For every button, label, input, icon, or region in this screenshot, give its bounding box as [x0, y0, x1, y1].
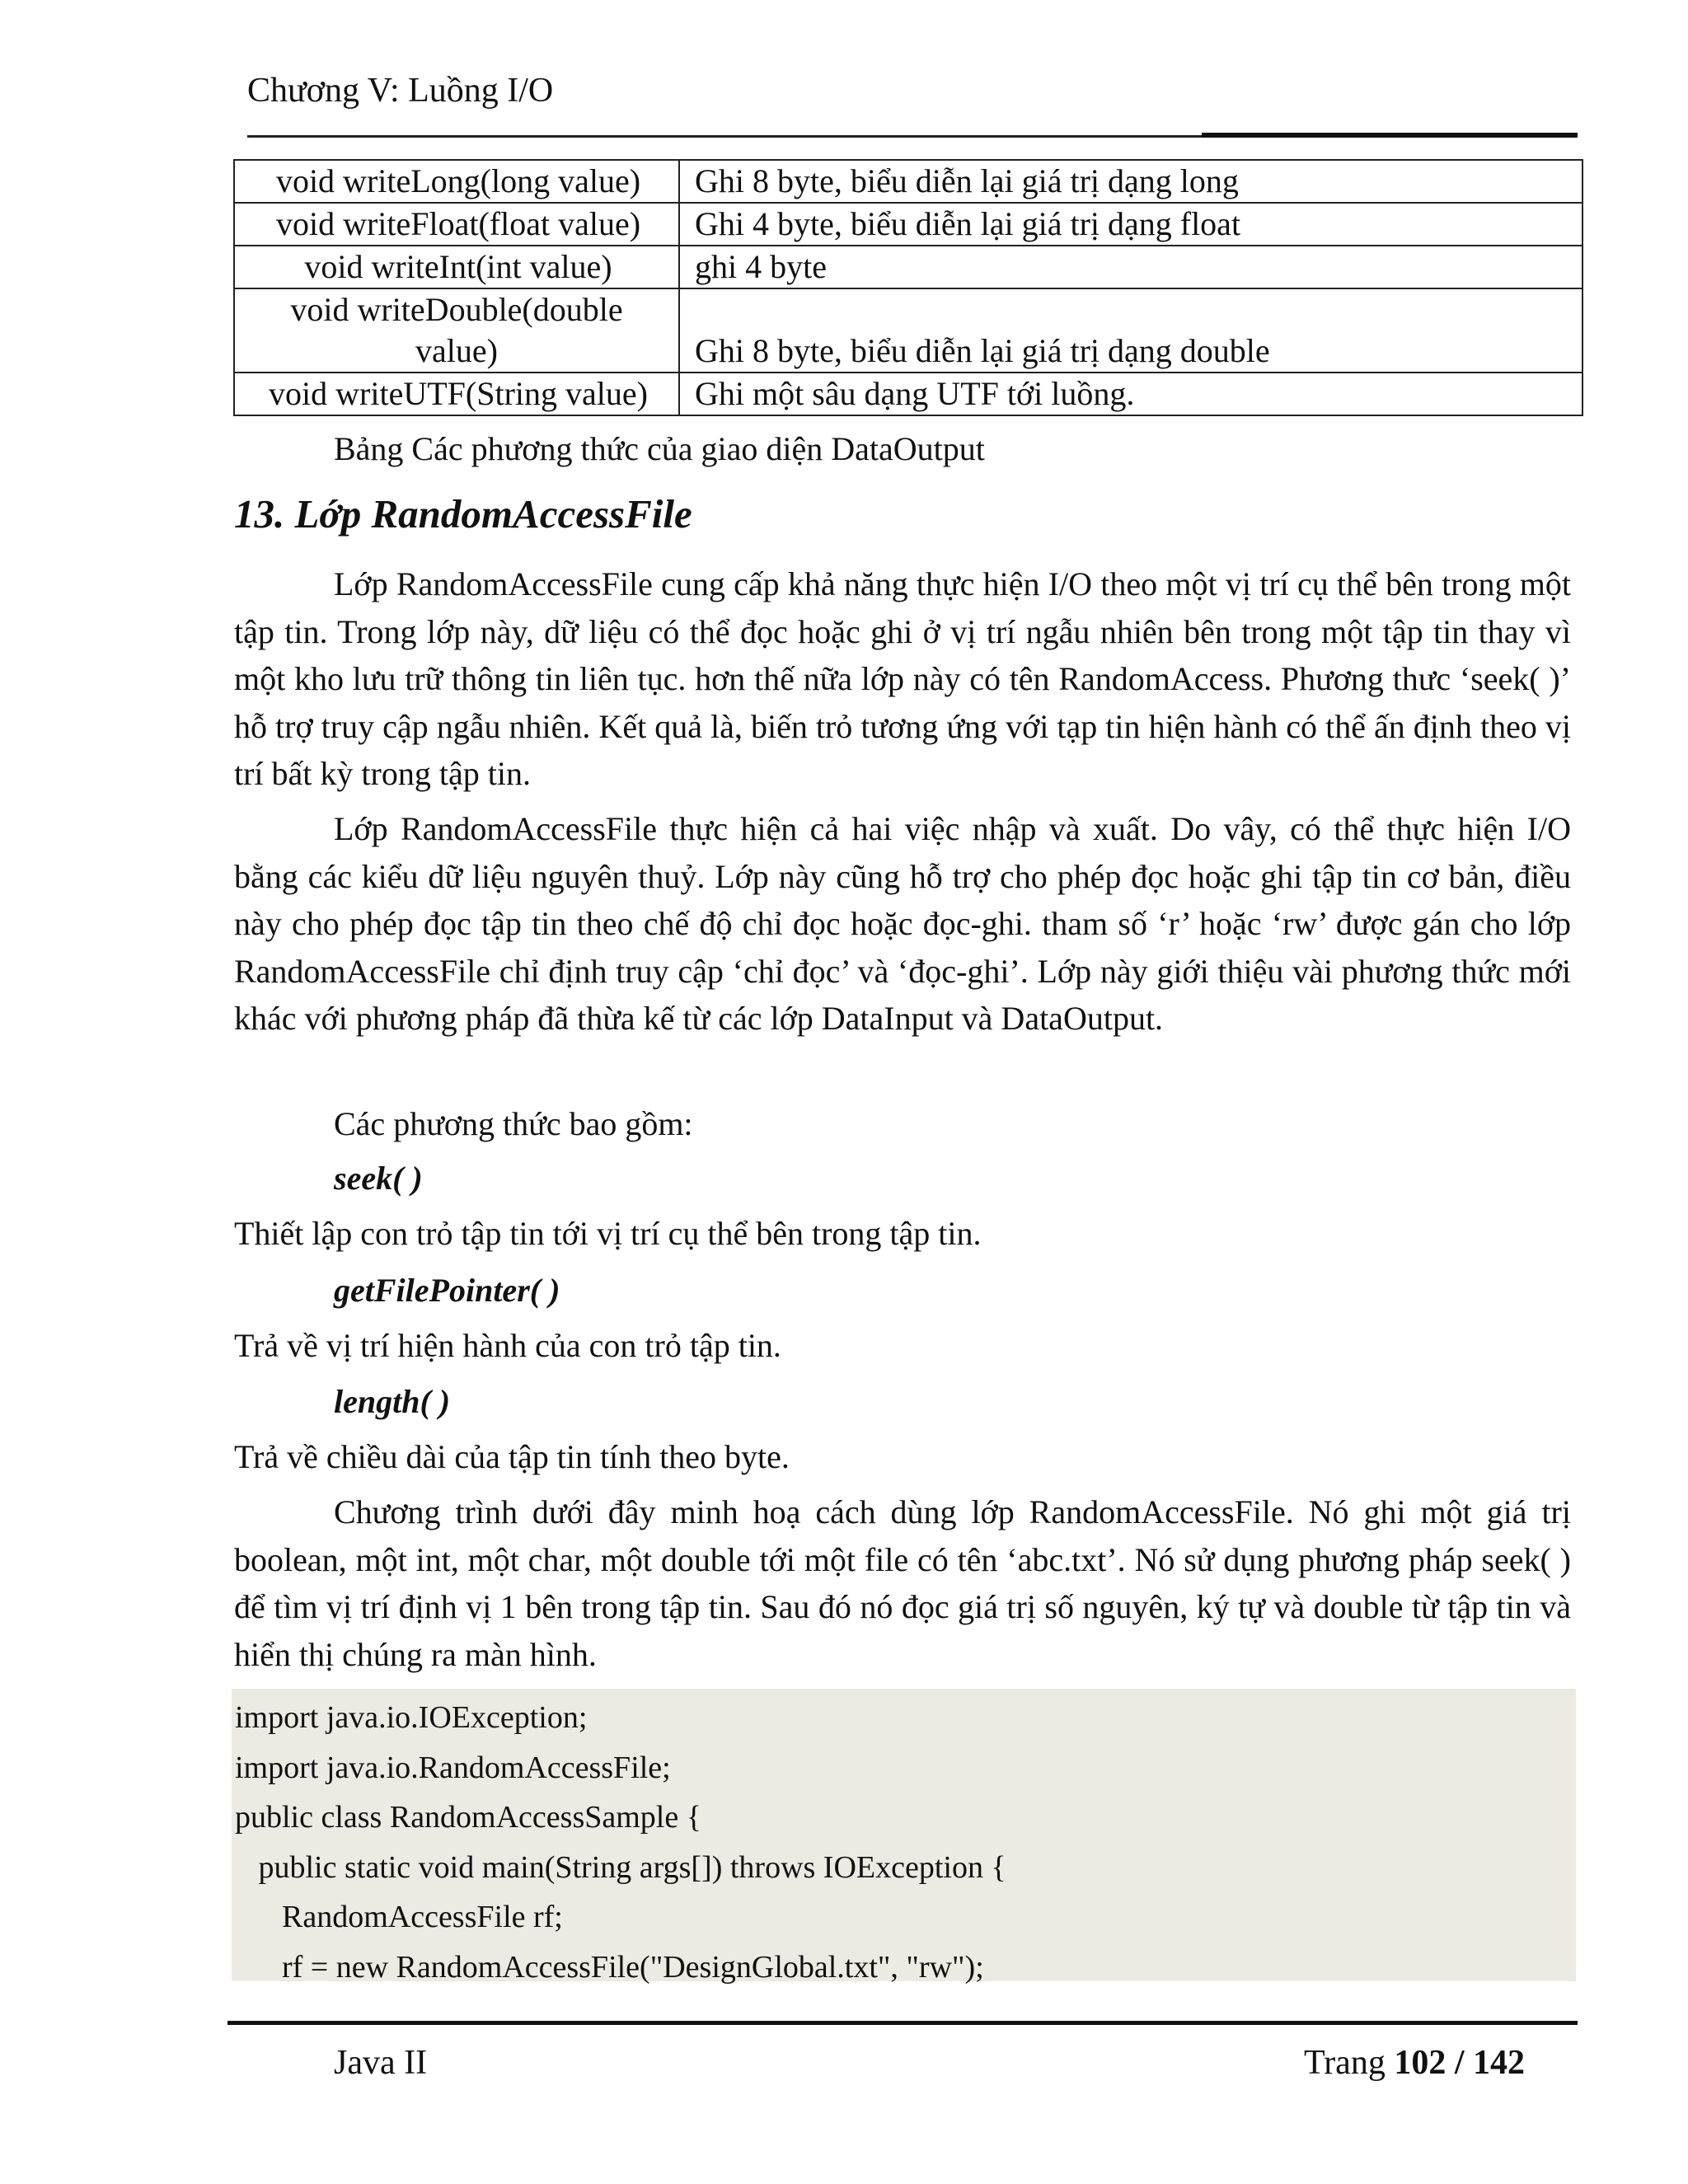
- paragraph: Lớp RandomAccessFile thực hiện cả hai việc nhập và xuất. Do vây, có thể thực hiện I/O bằng các kiểu dữ liệu nguyên thuỷ. Lớp này cũng hỗ trợ cho phép đọc hoặc ghi tập tin cơ bản, điều này cho phép đọc tập tin theo chế độ chỉ đọc hoặc đọc-ghi. tham số ‘r’ hoặc ‘rw’ được gán cho lớp RandomAccessFile chỉ định truy cập ‘chỉ đọc’ và ‘đọc-ghi’. Lớp này giới thiệu vài phương thức mới khác với phương pháp đã thừa kế từ các lớp DataInput và DataOutput.: [234, 810, 1571, 1037]
- code-line: public class RandomAccessSample {: [235, 1800, 701, 1835]
- code-line: import java.io.IOException;: [235, 1700, 588, 1735]
- table-row: [234, 373, 1582, 415]
- method-description: Thiết lập con trỏ tập tin tới vị trí cụ thể bên trong tập tin.: [234, 1215, 982, 1252]
- page-separator: /: [1454, 2044, 1465, 2082]
- footer-divider: [227, 2021, 1578, 2025]
- method-signature: void writeFloat(float value): [234, 203, 679, 246]
- method-signature: void writeUTF(String value): [234, 373, 679, 415]
- dataoutput-methods-table: [233, 159, 1583, 416]
- code-line: import java.io.RandomAccessFile;: [235, 1750, 671, 1785]
- header-divider: [247, 135, 1203, 138]
- footer-course-title: Java II: [334, 2044, 428, 2082]
- code-block: [232, 1689, 1576, 1985]
- code-line: public static void main(String args[]) throws IOException {: [235, 1849, 1006, 1885]
- code-line: RandomAccessFile rf;: [235, 1900, 563, 1934]
- header-divider-accent: [1202, 133, 1578, 138]
- table-row: [234, 203, 1582, 246]
- method-description: Ghi 8 byte, biểu diễn lại giá trị dạng long: [679, 160, 1582, 203]
- table-caption: Bảng Các phương thức của giao diện DataOutput: [334, 430, 985, 467]
- table-row: [234, 288, 1582, 373]
- paragraph: Lớp RandomAccessFile cung cấp khả năng thực hiện I/O theo một vị trí cụ thể bên trong một tập tin. Trong lớp này, dữ liệu có thể đọc hoặc ghi ở vị trí ngẫu nhiên bên trong một tập tin thay vì một kho lưu trữ thông tin liên tục. hơn thế nữa lớp này có tên RandomAccess. Phương thưc ‘seek( )’ hỗ trợ truy cập ngẫu nhiên. Kết quả là, biến trỏ tương ứng với tạp tin hiện hành có thể ấn định theo vị trí bất kỳ trong tập tin.: [234, 565, 1571, 792]
- page-total: 142: [1473, 2044, 1525, 2082]
- method-description: ghi 4 byte: [679, 246, 1582, 288]
- page-prefix: Trang: [1304, 2044, 1386, 2082]
- methods-intro: Các phương thức bao gồm:: [334, 1105, 693, 1142]
- method-description: Trả về chiều dài của tập tin tính theo byte.: [234, 1438, 790, 1475]
- method-signature: void writeLong(long value): [234, 160, 679, 203]
- chapter-header: Chương V: Luồng I/O: [247, 72, 554, 110]
- paragraph: Chương trình dưới đây minh hoạ cách dùng lớp RandomAccessFile. Nó ghi một giá trị boolean, một int, một char, một double tới một file có tên ‘abc.txt’. Nó sử dụng phương pháp seek( ) để tìm vị trí định vị 1 bên trong tập tin. Sau đó nó đọc giá trị số nguyên, ký tự và double từ tập tin và hiển thị chúng ra màn hình.: [234, 1493, 1571, 1673]
- method-signature-line: value): [415, 332, 498, 369]
- method-signature-line: void writeDouble(double: [290, 291, 623, 328]
- method-description: Ghi 4 byte, biểu diễn lại giá trị dạng float: [679, 203, 1582, 246]
- method-name: getFilePointer( ): [334, 1272, 560, 1309]
- method-signature: [234, 288, 679, 373]
- method-name: seek( ): [334, 1160, 423, 1197]
- method-description: Ghi một sâu dạng UTF tới luồng.: [679, 373, 1582, 415]
- method-signature: void writeInt(int value): [234, 246, 679, 288]
- method-name: length( ): [334, 1383, 451, 1420]
- table-row: [234, 160, 1582, 203]
- table-row: [234, 246, 1582, 288]
- page-number: [1304, 2040, 1525, 2086]
- code-line: rf = new RandomAccessFile("DesignGlobal.txt", "rw");: [235, 1949, 984, 1985]
- section-heading: 13. Lớp RandomAccessFile: [234, 491, 692, 537]
- method-description: Ghi 8 byte, biểu diễn lại giá trị dạng double: [679, 288, 1582, 373]
- method-description: Trả về vị trí hiện hành của con trỏ tập tin.: [234, 1327, 781, 1364]
- page-current: 102: [1394, 2044, 1447, 2082]
